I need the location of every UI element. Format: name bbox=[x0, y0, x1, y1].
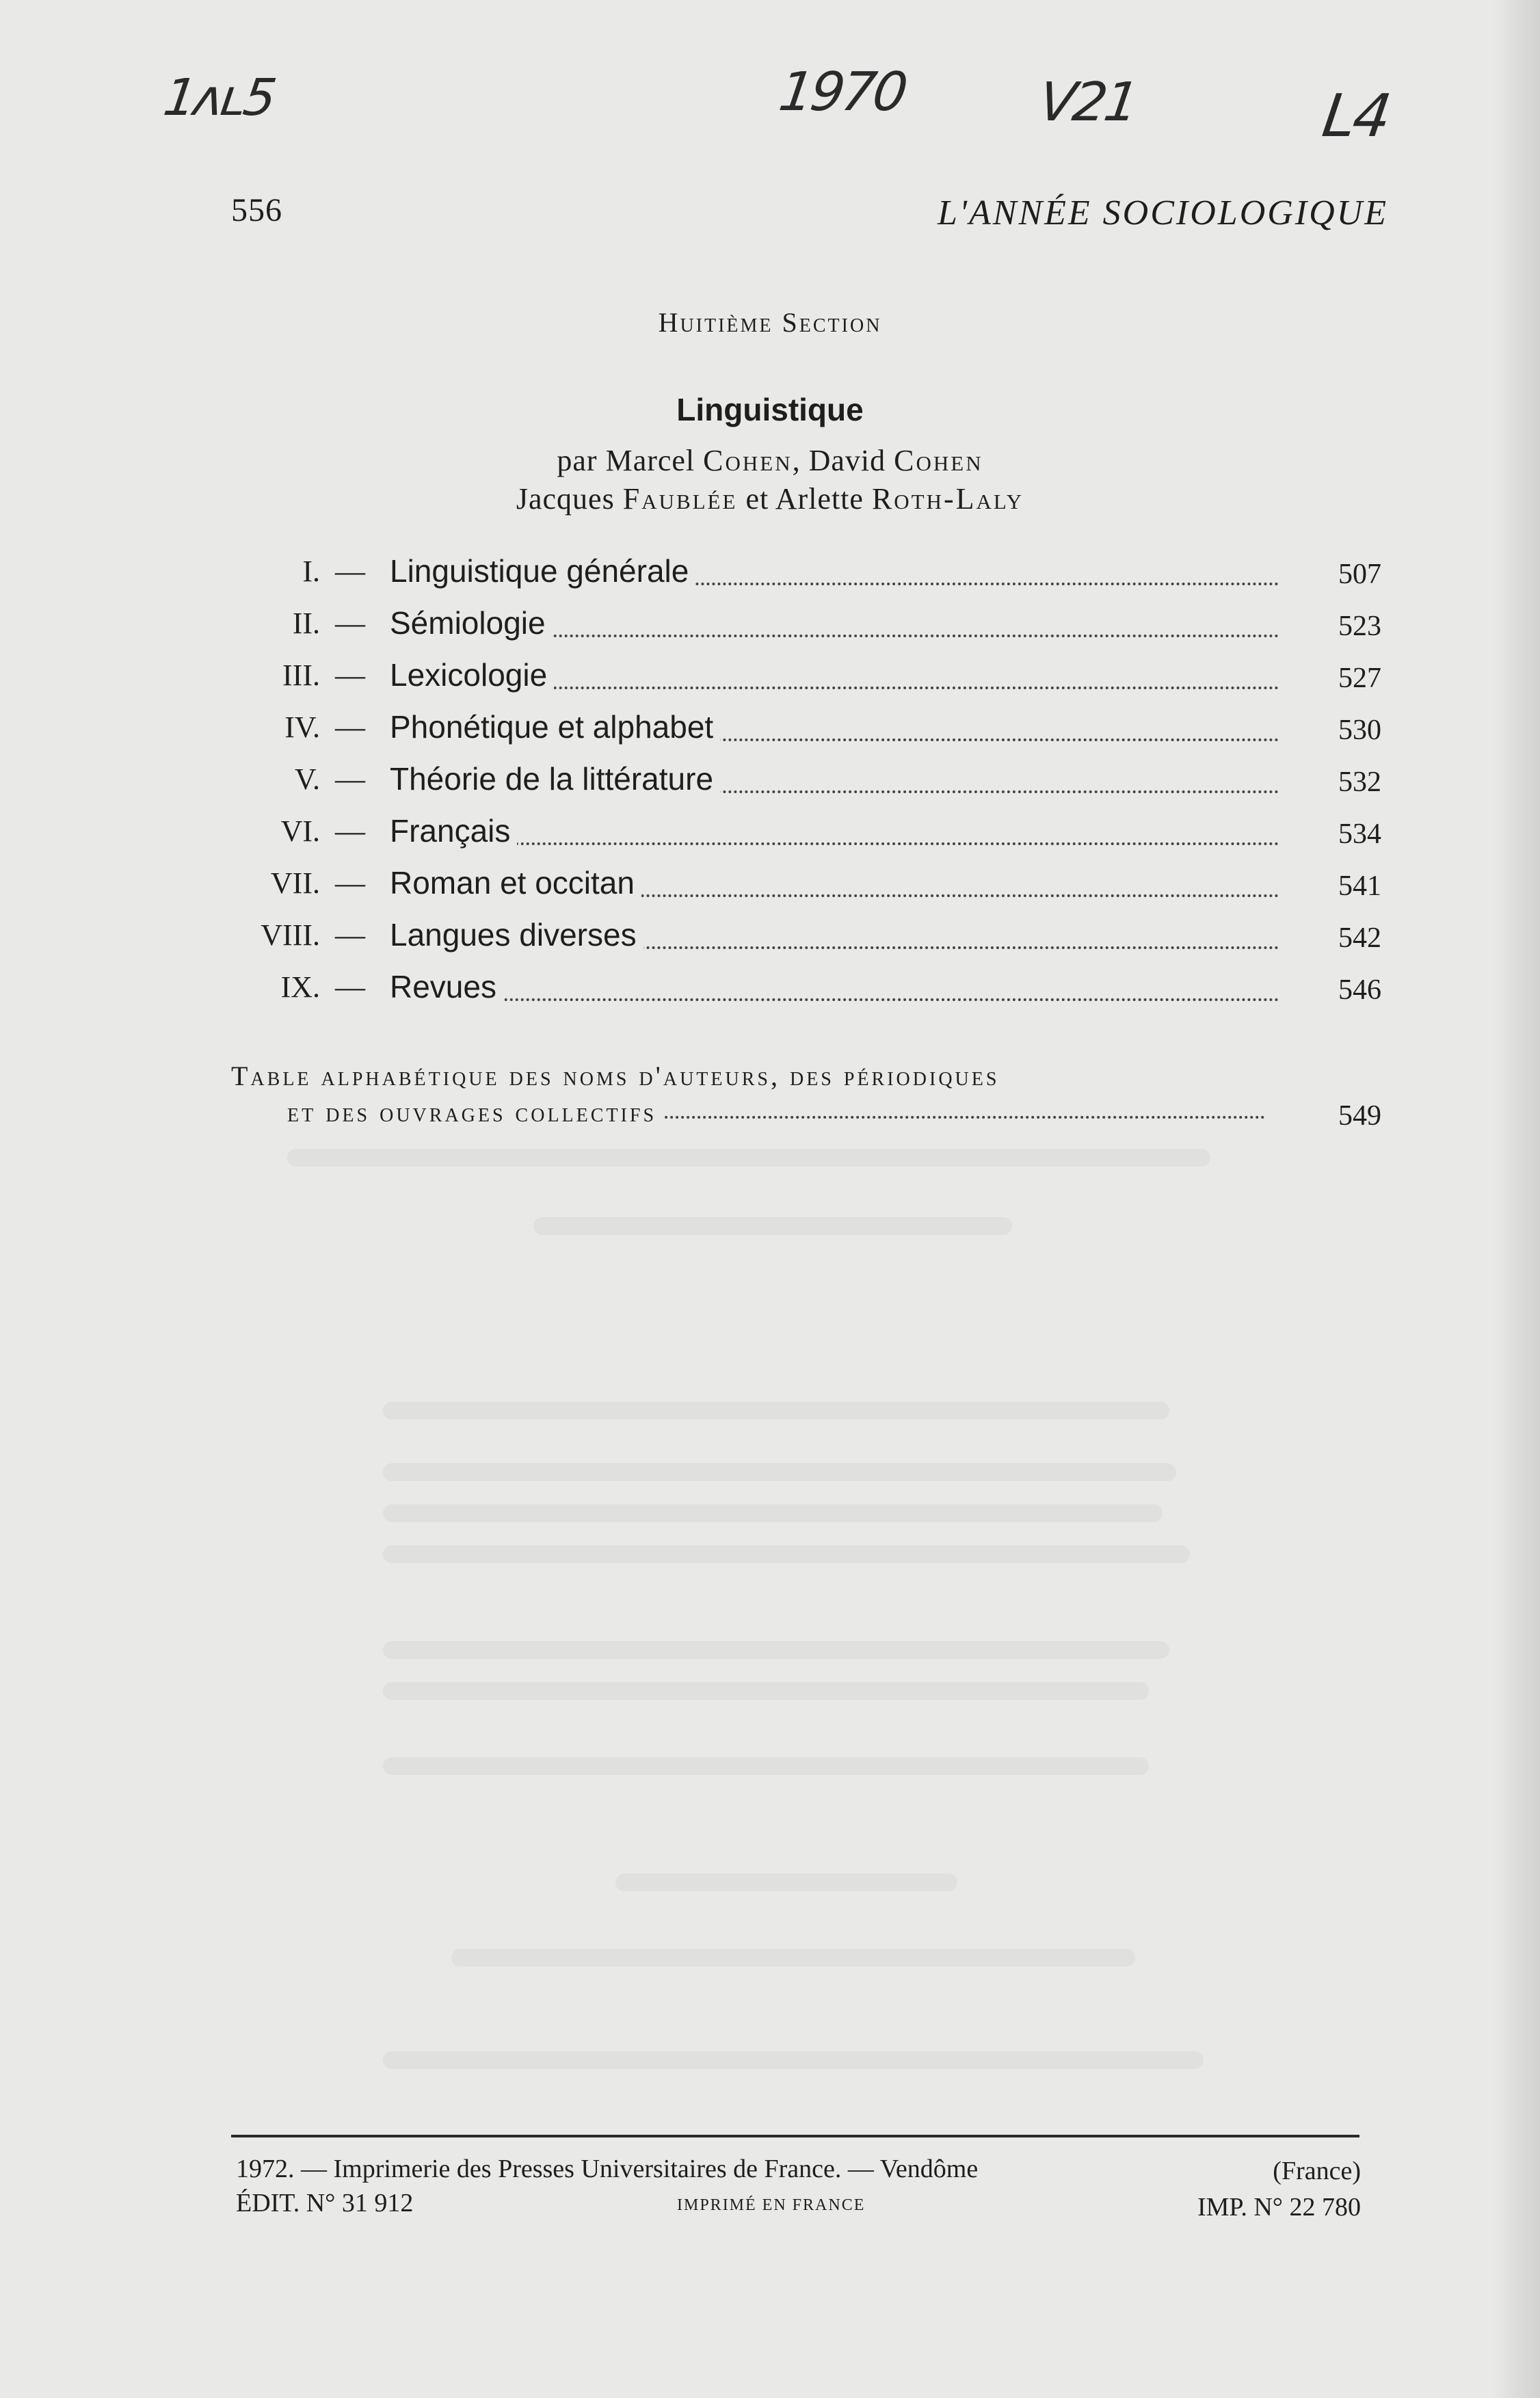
toc-page: 523 bbox=[1338, 611, 1381, 642]
toc-number: VIII. bbox=[261, 918, 320, 952]
authors-prefix: par Marcel bbox=[557, 444, 695, 477]
toc-number: III. bbox=[282, 658, 320, 692]
author-surname: Cohen bbox=[703, 444, 793, 477]
toc-title: Langues diverses bbox=[390, 916, 643, 953]
author-surname: Faublée bbox=[622, 482, 738, 516]
footer-rule bbox=[231, 2135, 1359, 2137]
toc-dash: — bbox=[335, 658, 365, 692]
show-through-line bbox=[383, 1504, 1163, 1522]
author-given: et Arlette bbox=[745, 482, 864, 516]
toc-number: VI. bbox=[280, 814, 320, 848]
author-surname: Roth-Laly bbox=[871, 482, 1024, 516]
toc-dash: — bbox=[335, 607, 365, 640]
toc-entry bbox=[205, 552, 1381, 594]
toc-page: 532 bbox=[1338, 767, 1381, 798]
handwritten-volume: V21 bbox=[1035, 72, 1140, 133]
toc-number: II. bbox=[292, 607, 320, 640]
show-through-line bbox=[383, 1545, 1190, 1563]
toc-title: Revues bbox=[390, 968, 503, 1005]
dot-leader bbox=[390, 842, 1279, 845]
page-edge-shadow bbox=[1492, 0, 1540, 2398]
toc-entry bbox=[205, 916, 1381, 957]
colophon-printer: 1972. — Imprimerie des Presses Universitaires de France. — Vendôme bbox=[236, 2155, 979, 2183]
page-number: 556 bbox=[231, 192, 282, 228]
show-through-line bbox=[383, 1641, 1169, 1659]
show-through-line bbox=[383, 1682, 1149, 1700]
toc-entry bbox=[205, 812, 1381, 853]
toc-entry bbox=[205, 656, 1381, 697]
show-through-line bbox=[533, 1217, 1012, 1235]
toc-page: 530 bbox=[1338, 715, 1381, 746]
toc-page: 541 bbox=[1338, 870, 1381, 902]
handwritten-code: L4 bbox=[1318, 82, 1393, 150]
toc-title: Phonétique et alphabet bbox=[390, 708, 720, 745]
toc-entry bbox=[205, 864, 1381, 905]
toc-page: 546 bbox=[1338, 974, 1381, 1006]
toc-dash: — bbox=[335, 555, 365, 588]
section-heading: Huitième Section bbox=[658, 307, 882, 338]
toc-page: 527 bbox=[1338, 663, 1381, 694]
toc-title: Roman et occitan bbox=[390, 864, 641, 901]
toc-dash: — bbox=[335, 970, 365, 1004]
toc-number: V. bbox=[294, 762, 320, 796]
toc-number: I. bbox=[302, 555, 320, 588]
colophon-country: (France) bbox=[1273, 2157, 1361, 2185]
toc-dash: — bbox=[335, 866, 365, 900]
toc-title: Théorie de la littérature bbox=[390, 760, 720, 797]
toc-dash: — bbox=[335, 762, 365, 796]
colophon-imp-number: IMP. N° 22 780 bbox=[1197, 2193, 1361, 2222]
toc-title: Lexicologie bbox=[390, 656, 554, 693]
show-through-line bbox=[383, 1757, 1149, 1775]
toc-number: IX. bbox=[280, 970, 320, 1004]
author-given: , David bbox=[792, 444, 886, 477]
toc-entry bbox=[205, 604, 1381, 645]
handwritten-year: 1970 bbox=[775, 62, 909, 123]
index-table-title-line-2: et des ouvrages collectifs bbox=[287, 1096, 663, 1128]
toc-title: Sémiologie bbox=[390, 604, 553, 641]
author-surname: Cohen bbox=[894, 444, 983, 477]
toc-dash: — bbox=[335, 710, 365, 744]
authors-line-1 bbox=[0, 443, 1540, 478]
show-through-line bbox=[383, 2051, 1204, 2069]
author-given: Jacques bbox=[516, 482, 615, 516]
toc-title: Français bbox=[390, 812, 517, 849]
toc-number: VII. bbox=[270, 866, 320, 900]
toc-entry bbox=[205, 968, 1381, 1009]
toc-page: 542 bbox=[1338, 922, 1381, 954]
toc-page: 507 bbox=[1338, 559, 1381, 590]
toc-dash: — bbox=[335, 814, 365, 848]
toc-page: 534 bbox=[1338, 818, 1381, 850]
toc-number: IV. bbox=[284, 710, 320, 744]
show-through-line bbox=[451, 1949, 1135, 1967]
authors-line-2 bbox=[0, 481, 1540, 516]
handwritten-mark: 1ʌʟ5 bbox=[159, 68, 278, 127]
index-table-title-line-1: Table alphabétique des noms d'auteurs, des périodiques bbox=[231, 1061, 1000, 1091]
show-through-line bbox=[615, 1874, 957, 1891]
show-through-line bbox=[287, 1149, 1210, 1167]
toc-title: Linguistique générale bbox=[390, 552, 695, 589]
show-through-line bbox=[383, 1463, 1176, 1481]
toc-entry bbox=[205, 708, 1381, 749]
section-title: Linguistique bbox=[676, 392, 864, 427]
toc-entry bbox=[205, 760, 1381, 801]
dot-leader bbox=[390, 998, 1279, 1001]
index-table-page: 549 bbox=[1338, 1100, 1381, 1132]
running-title: L'ANNÉE SOCIOLOGIQUE bbox=[937, 194, 1388, 232]
colophon-edit-number: ÉDIT. N° 31 912 bbox=[236, 2189, 414, 2217]
show-through-line bbox=[383, 1402, 1169, 1420]
colophon-printed-in: IMPRIMÉ EN FRANCE bbox=[677, 2196, 866, 2214]
toc-dash: — bbox=[335, 918, 365, 952]
